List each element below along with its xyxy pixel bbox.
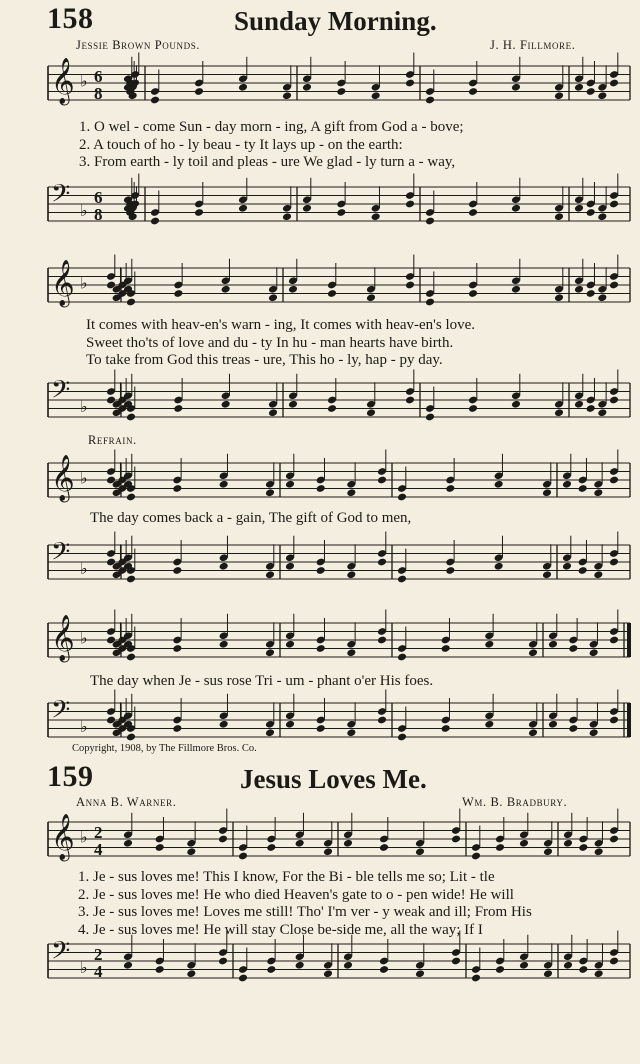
svg-text:𝄞: 𝄞 [51, 455, 75, 502]
verse-2-line-2: Sweet tho'ts of love and du - ty In hu - man hearts have birth. [86, 334, 454, 351]
verse-1: 1. Je - sus loves me! This I know, For the Bi - ble tells me so; Lit - tle [78, 869, 495, 885]
svg-text:𝄢: 𝄢 [51, 375, 71, 411]
hymn-159-composer: Wm. B. Bradbury. [462, 795, 568, 809]
svg-text:♭: ♭ [80, 468, 88, 488]
svg-text:6: 6 [94, 67, 103, 87]
svg-text:8: 8 [94, 205, 103, 225]
verse-3-line-2: To take from God this treas - ure, This ho - ly, hap - py day. [86, 352, 443, 368]
svg-text:𝄞: 𝄞 [51, 615, 75, 662]
copyright-notice: Copyright, 1908, by The Fillmore Bros. Co. [72, 743, 257, 754]
svg-text:♭: ♭ [80, 273, 88, 293]
hymn-158-composer: J. H. Fillmore. [490, 38, 576, 52]
svg-text:♭: ♭ [80, 396, 88, 416]
verse-1-line-2: It comes with heav-en's warn - ing, It comes with heav-en's love. [86, 317, 476, 333]
hymn-159-number: 159 [47, 760, 94, 793]
hymn-159-author: Anna B. Warner. [76, 795, 177, 809]
verse-1-line-1: 1. O wel - come Sun - day morn - ing, A gift from God a - bove; [79, 119, 464, 135]
refrain-label: Refrain. [88, 433, 137, 447]
verse-3-line-1: 3. From earth - ly toil and pleas - ure We glad - ly turn a - way, [79, 154, 456, 170]
svg-text:8: 8 [94, 84, 103, 104]
svg-text:♭: ♭ [80, 957, 88, 977]
verse-2: 2. Je - sus loves me! He who died Heaven's gate to o - pen wide! He will [78, 886, 514, 903]
hymn-158-number: 158 [47, 2, 94, 35]
svg-text:𝄢: 𝄢 [51, 695, 71, 731]
refrain-line-2: The day when Je - sus rose Tri - um - phant o'er His foes. [90, 673, 434, 689]
svg-text:♭: ♭ [80, 628, 88, 648]
svg-text:♭: ♭ [80, 558, 88, 578]
svg-text:𝄞: 𝄞 [51, 58, 75, 105]
svg-text:♭: ♭ [80, 827, 88, 847]
refrain-line-1: The day comes back a - gain, The gift of God to men, [90, 510, 412, 526]
verse-4: 4. Je - sus loves me! He will stay Close be-side me, all the way; If I [78, 921, 483, 938]
svg-text:♭: ♭ [80, 71, 88, 91]
svg-text:𝄞: 𝄞 [51, 814, 75, 861]
verse-3: 3. Je - sus loves me! Loves me still! Tho' I'm ver - y weak and ill; From His [78, 904, 532, 920]
svg-text:♭: ♭ [80, 716, 88, 736]
svg-text:♭: ♭ [80, 200, 88, 220]
svg-text:𝄞: 𝄞 [51, 260, 75, 307]
svg-text:2: 2 [94, 945, 103, 965]
svg-text:𝄢: 𝄢 [51, 537, 71, 573]
verse-2-line-1: 2. A touch of ho - ly beau - ty It lays up - on the earth: [79, 136, 403, 153]
svg-text:2: 2 [94, 823, 103, 843]
svg-text:𝄢: 𝄢 [51, 936, 71, 972]
hymn-159-title: Jesus Loves Me. [240, 764, 427, 794]
svg-text:𝄢: 𝄢 [51, 179, 71, 215]
hymn-158-title: Sunday Morning. [234, 6, 437, 36]
hymn-158-author: Jessie Brown Pounds. [76, 38, 201, 52]
svg-text:4: 4 [94, 840, 103, 860]
svg-text:4: 4 [94, 962, 103, 982]
svg-text:6: 6 [94, 188, 103, 208]
